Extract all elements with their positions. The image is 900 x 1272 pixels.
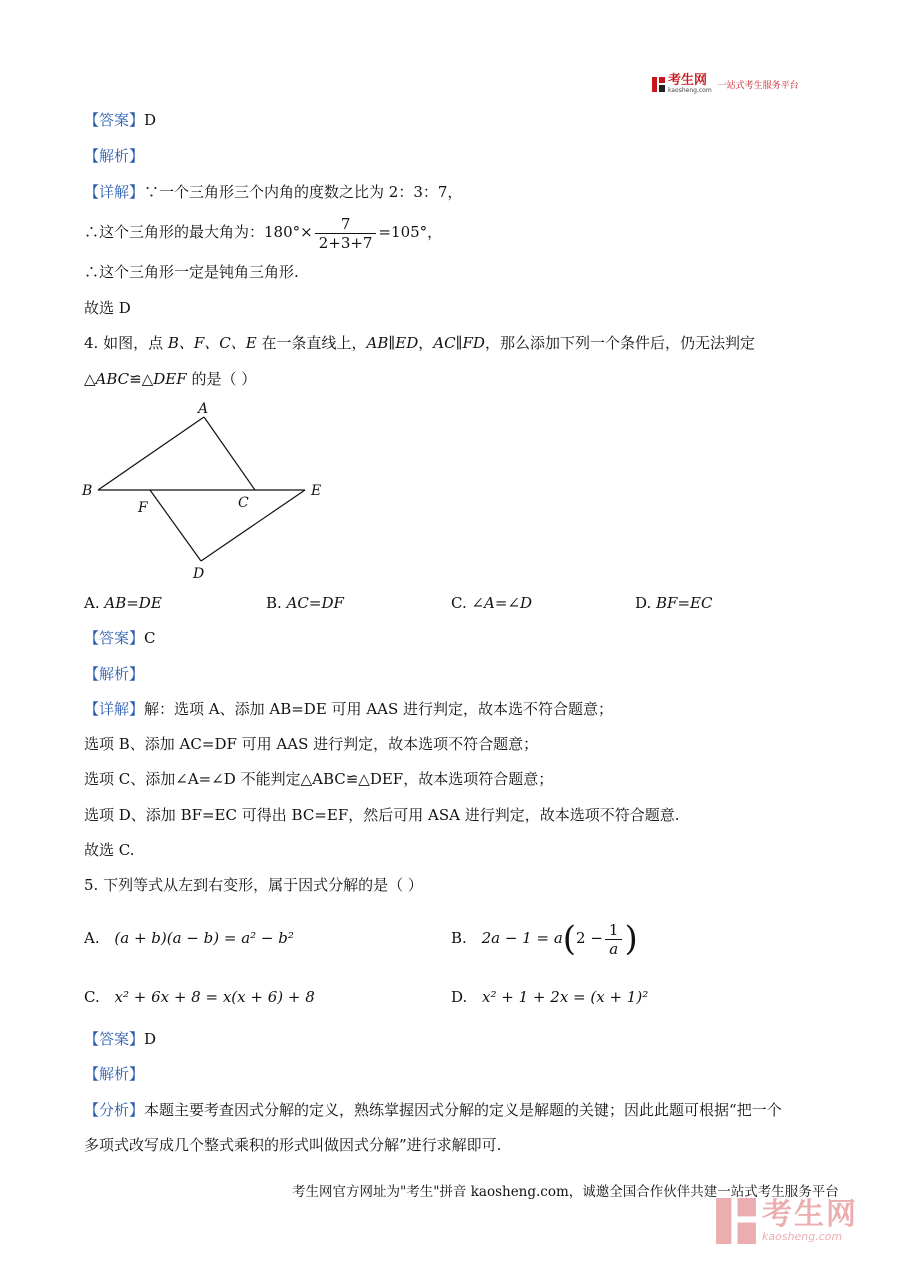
fraction-denominator: 2+3+7 xyxy=(318,233,373,252)
stem-text: 的是（ ） xyxy=(186,370,257,388)
q5-option-a xyxy=(84,928,294,948)
segment-de xyxy=(201,490,305,561)
detail-text: ∴这个三角形的最大角为：180°× xyxy=(84,223,313,241)
watermark-brand: 考生网 xyxy=(762,1197,858,1232)
q4-option-d xyxy=(635,593,712,613)
answer-value: D xyxy=(144,111,157,129)
answer-tag: 【答案】 xyxy=(84,629,145,647)
option-label: B. xyxy=(451,929,467,947)
option-formula: 2a − 1 = a xyxy=(481,929,563,947)
q5-stem: 5. 下列等式从左到右变形，属于因式分解的是（ ） xyxy=(84,876,423,894)
fenxi-text: 本题主要考查因式分解的定义，熟练掌握因式分解的定义是解题的关键；因此此题可根据“把一个 xyxy=(144,1101,782,1119)
q4-option-a xyxy=(84,593,162,613)
q4-detail-line3: 选项 C、添加∠A=∠D 不能判定△ABC≌△DEF，故本选项符合题意； xyxy=(84,770,554,788)
stem-text: ≌△ xyxy=(129,370,154,388)
q3-detail-line4: 故选 D xyxy=(84,299,131,317)
option-label: C. xyxy=(84,988,100,1006)
footer-text: 考生网官方网址为"考生"拼音 kaosheng.com，诚邀全国合作伙伴共建一站式考生服务平台 xyxy=(292,1184,839,1200)
label-c: C xyxy=(238,495,249,511)
option-text: ∠A=∠D xyxy=(471,594,533,612)
q4-option-c xyxy=(451,593,532,613)
option-label: B. xyxy=(266,594,287,612)
q4-detail-line5: 故选 C. xyxy=(84,841,135,859)
stem-text: ， xyxy=(418,334,434,352)
label-e: E xyxy=(311,483,322,499)
q5-analysis xyxy=(84,1064,144,1084)
watermark-logo-icon xyxy=(716,1198,756,1244)
option-label: D. xyxy=(451,988,468,1006)
q4-detail-line1 xyxy=(84,699,613,719)
q4-detail-line4: 选项 D、添加 BF=EC 可得出 BC=EF，然后可用 ASA 进行判定，故本选项不符合题意. xyxy=(84,806,680,824)
segment-fd xyxy=(150,490,201,561)
segment-ab xyxy=(98,417,204,490)
q5-option-c xyxy=(84,987,315,1007)
q5-fenxi-line1 xyxy=(84,1100,782,1120)
label-f: F xyxy=(138,500,148,516)
option-formula: (a + b)(a − b) = a² − b² xyxy=(114,929,294,947)
fraction xyxy=(605,921,623,958)
option-label: C. xyxy=(451,594,472,612)
q4-answer xyxy=(84,628,156,648)
watermark-url: kaosheng.com xyxy=(762,1230,843,1243)
stem-text: 4. 如图，点 xyxy=(84,334,168,352)
analysis-tag: 【解析】 xyxy=(84,665,145,683)
answer-tag: 【答案】 xyxy=(84,1030,145,1048)
q4-analysis xyxy=(84,664,144,684)
label-d: D xyxy=(193,566,205,582)
analysis-tag: 【解析】 xyxy=(84,1065,145,1083)
q5-fenxi-line2: 多项式改写成几个整式乘积的形式叫做因式分解”进行求解即可. xyxy=(84,1136,502,1154)
fenxi-tag: 【分析】 xyxy=(84,1101,145,1119)
detail-text: ∵一个三角形三个内角的度数之比为 2：3：7， xyxy=(144,183,463,201)
logo-slogan: 一站式考生服务平台 xyxy=(717,80,799,91)
fraction-numerator: 1 xyxy=(605,921,623,940)
stem-condition: AB∥ED xyxy=(366,334,419,352)
label-b: B xyxy=(82,483,93,499)
stem-points: B、F、C、E xyxy=(167,334,257,352)
fraction-numerator: 7 xyxy=(315,215,377,234)
answer-tag: 【答案】 xyxy=(84,111,145,129)
right-paren: ) xyxy=(624,919,638,959)
option-label: A. xyxy=(84,594,105,612)
stem-text: 在一条直线上， xyxy=(256,334,367,352)
stem-triangle: ABC xyxy=(95,370,130,388)
option-label: A. xyxy=(84,929,100,947)
option-text: AB=DE xyxy=(104,594,162,612)
detail-tag: 【详解】 xyxy=(84,700,145,718)
stem-triangle: DEF xyxy=(153,370,187,388)
stem-condition: AC∥FD xyxy=(433,334,485,352)
option-formula: x² + 6x + 8 = x(x + 6) + 8 xyxy=(114,988,315,1006)
stem-text: ，那么添加下列一个条件后，仍无法判定 xyxy=(484,334,755,352)
left-paren: ( xyxy=(562,919,577,959)
fraction-denominator: a xyxy=(609,939,619,958)
q4-detail-line2: 选项 B、添加 AC=DF 可用 AAS 进行判定，故本选项不符合题意； xyxy=(84,735,539,753)
option-formula: 2 − xyxy=(576,929,603,947)
detail-text: =105°， xyxy=(378,223,443,241)
label-a: A xyxy=(198,401,209,417)
logo-brand: 考生网 xyxy=(668,73,708,88)
q3-detail-line3: ∴这个三角形一定是钝角三角形. xyxy=(84,263,299,281)
q5-answer xyxy=(84,1029,156,1049)
option-formula: x² + 1 + 2x = (x + 1)² xyxy=(482,988,649,1006)
answer-value: C xyxy=(144,629,156,647)
watermark xyxy=(716,1198,858,1244)
option-text: BF=EC xyxy=(656,594,713,612)
stem-text: △ xyxy=(84,370,96,388)
logo-url: kaosheng.com xyxy=(668,87,712,94)
answer-value: D xyxy=(144,1030,157,1048)
option-label: D. xyxy=(635,594,657,612)
segment-ac xyxy=(204,417,255,490)
q5-option-d xyxy=(451,987,648,1007)
q4-option-b xyxy=(266,593,344,613)
option-text: AC=DF xyxy=(286,594,344,612)
analysis-tag: 【解析】 xyxy=(84,147,145,165)
detail-text: 解：选项 A、添加 AB=DE 可用 AAS 进行判定，故本选不符合题意； xyxy=(144,700,614,718)
detail-tag: 【详解】 xyxy=(84,183,145,201)
q5-option-b xyxy=(451,914,638,963)
